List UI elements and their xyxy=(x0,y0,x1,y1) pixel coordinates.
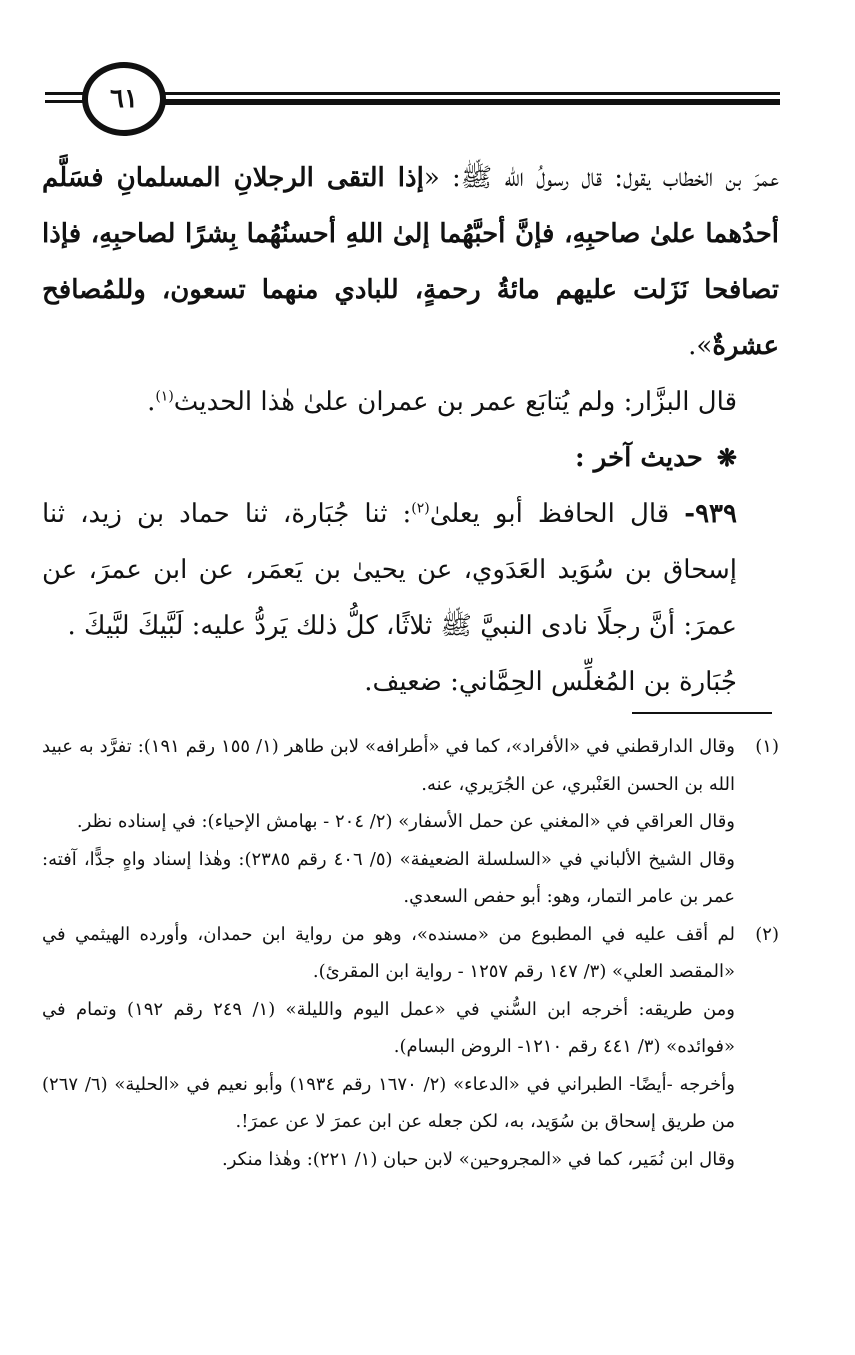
header-rule-thin xyxy=(135,92,780,95)
bazzar-text: قال البزَّار: ولم يُتابَع عمر بن عمران علىٰ هٰذا الحديث xyxy=(173,387,737,417)
quote-close: ». xyxy=(688,331,713,361)
footnote-paragraph: وأخرجه -أيضًا- الطبراني في «الدعاء» (٢/ ١٦٧٠ رقم ١٩٣٤) وأبو نعيم في «الحلية» (٦/ ٢٦٧) من طريق إسحاق بن سُوَيد، به، لكن جعله عن ابن عمرَ لا عن عمرَ!. xyxy=(42,1073,735,1132)
footnote-separator xyxy=(632,712,772,714)
star-ornament-icon: ❋ xyxy=(716,443,737,472)
header-rule-stub xyxy=(45,100,83,103)
paragraph-grading xyxy=(42,654,779,710)
footnote-body xyxy=(42,916,735,1179)
isnad-rest: : ثنا جُبَارة، ثنا حماد بن زيد، ثنا إسحاق بن سُوَيد العَدَوي، عن يحيىٰ بن يَعمَر، عن ابن عمرَ، عن عمرَ: أنَّ رجلًا نادى النبيَّ ﷺ ثلاثًا، كلُّ ذلك يَردُّ عليه: لَبَّيكَ لبَّيكَ . xyxy=(42,499,737,641)
page-number-circle xyxy=(82,62,166,136)
footnote-number: (٢) xyxy=(755,923,779,945)
footnote-paragraph: وقال ابن نُمَير، كما في «المجروحين» لابن حبان (١/ ٢٢١): وهٰذا منكر. xyxy=(221,1148,735,1170)
section-heading xyxy=(42,430,779,486)
footnote-paragraph: وقال الشيخ الألباني في «السلسلة الضعيفة» (٥/ ٤٠٦ رقم ٢٣٨٥): وهٰذا إسناد واهٍ جدًّا، آفته: عمر بن عامر التمار، وهو: أبو حفص السعدي. xyxy=(42,848,735,907)
page-header xyxy=(40,62,780,142)
header-rule-stub xyxy=(45,92,83,95)
footnote-paragraph: وقال العراقي في «المغني عن حمل الأسفار» (٢/ ٢٠٤ - بهامش الإحياء): في إسناده نظر. xyxy=(76,811,735,832)
footnote-ref-2[interactable]: (٢) xyxy=(411,500,430,517)
paragraph-hadith-text xyxy=(42,150,779,374)
footnotes xyxy=(42,728,779,1178)
footnote-1 xyxy=(42,728,779,916)
header-rule-thick xyxy=(135,99,780,105)
narration-intro: عمرَ بن الخطاب يقول: قال رسولُ الله ﷺ: « xyxy=(423,163,780,193)
footnote-2 xyxy=(42,916,779,1179)
paragraph-hadith-939 xyxy=(42,486,779,654)
grading-text: جُبَارة بن المُغلِّس الحِمَّاني: ضعيف. xyxy=(364,667,737,697)
footnote-body xyxy=(42,728,735,916)
footnote-ref-1[interactable]: (١) xyxy=(155,388,174,405)
main-text xyxy=(42,150,779,710)
hadith-quote: إذا التقى الرجلانِ المسلمانِ فسَلَّم أحدُهما علىٰ صاحبِهِ، فإنَّ أحبَّهُما إلىٰ اللهِ أحسنُهُما بِشرًا لصاحبِهِ، فإذا تصافحا نَزَلت عليهم مائةُ رحمةٍ، للبادي منهما تسعون، وللمُصافح عشرةٌ xyxy=(42,163,779,361)
hadith-number: ٩٣٩- xyxy=(684,499,737,529)
isnad-start: قال الحافظ أبو يعلىٰ xyxy=(429,499,685,529)
footnote-paragraph: ومن طريقه: أخرجه ابن السُّني في «عمل اليوم والليلة» (١/ ٢٤٩ رقم ١٩٢) وتمام في «فوائده» (٣/ ٤٤١ رقم ١٢١٠- الروض البسام). xyxy=(42,998,735,1057)
heading-text: حديث آخر : xyxy=(575,443,703,473)
footnote-paragraph: وقال الدارقطني في «الأفراد»، كما في «أطرافه» لابن طاهر (١/ ١٥٥ رقم ١٩١): تفرَّد به عبيد الله بن الحسن العَنْبري، عن الجُرَيري، عنه. xyxy=(42,736,735,795)
paragraph-bazzar xyxy=(42,374,779,430)
page-number: ٦١ xyxy=(110,84,138,114)
period: . xyxy=(147,387,156,417)
footnote-paragraph: لم أقف عليه في المطبوع من «مسنده»، وهو من رواية ابن حمدان، وأورده الهيثمي في «المقصد العلي» (٣/ ١٤٧ رقم ١٢٥٧ - رواية ابن المقرئ). xyxy=(42,923,735,982)
footnote-number: (١) xyxy=(755,736,779,757)
